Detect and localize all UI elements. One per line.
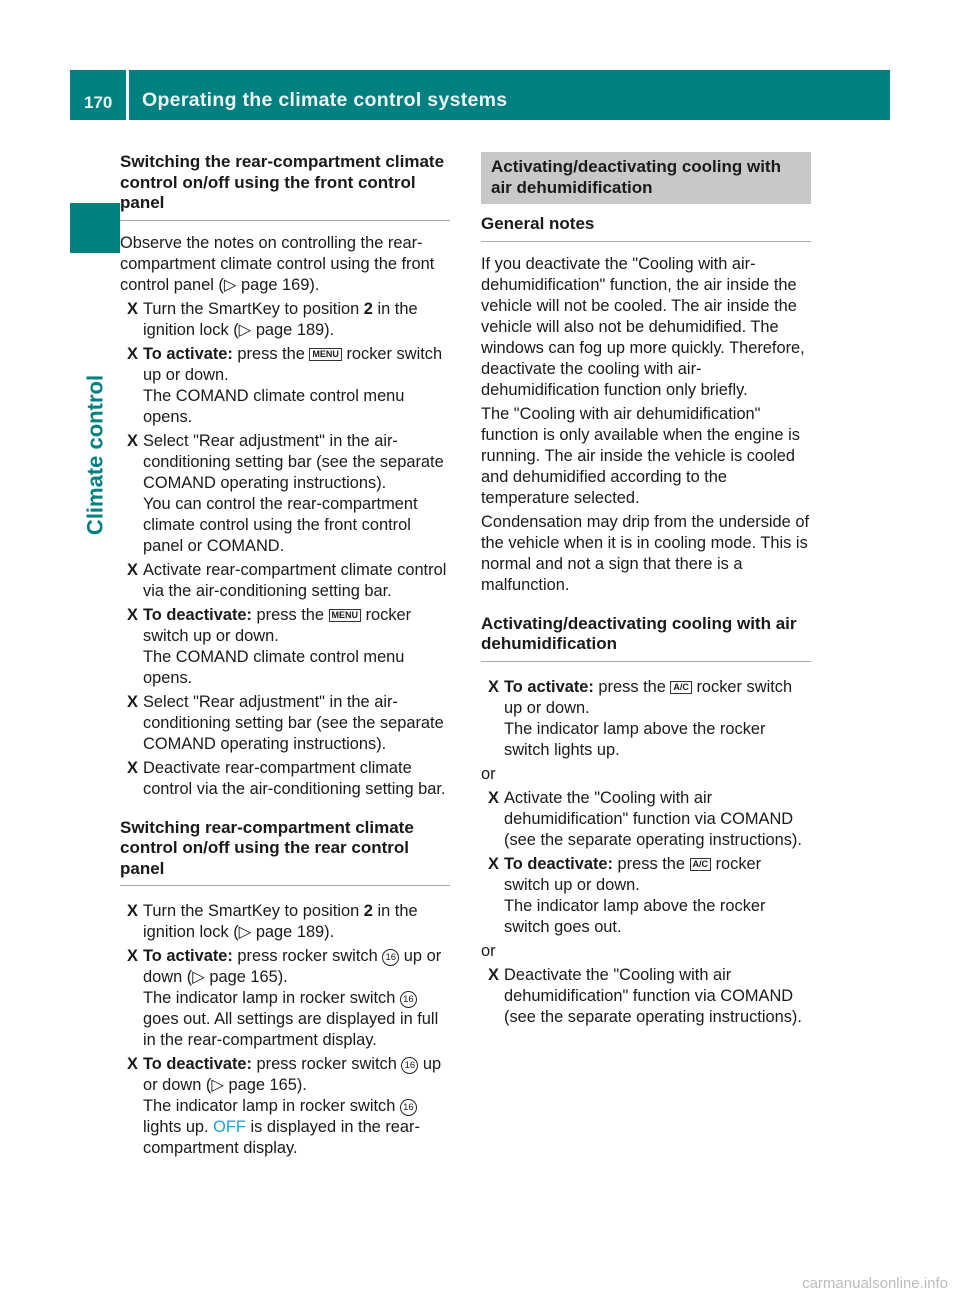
arrow-icon: X bbox=[127, 692, 138, 711]
section-heading: Activating/deactivating cooling with air dehumidification bbox=[481, 614, 811, 662]
arrow-icon: X bbox=[127, 605, 138, 624]
list-item: X Turn the SmartKey to position 2 in the ignition lock (▷ page 189). bbox=[127, 902, 418, 941]
or-text: or bbox=[481, 941, 496, 960]
watermark: carmanualsonline.info bbox=[802, 1275, 948, 1292]
section-heading: Switching rear-compartment climate control on/off using the rear control panel bbox=[120, 818, 450, 887]
arrow-icon: X bbox=[127, 902, 138, 920]
arrow-icon: X bbox=[127, 299, 138, 318]
intro-text: Observe the notes on controlling the rear-compartment climate control using the front control panel (▷ page 169). bbox=[120, 233, 435, 294]
result-note: The indicator lamp above the rocker switch lights up. bbox=[504, 719, 766, 759]
sidebar-label bbox=[70, 275, 120, 635]
arrow-icon: X bbox=[127, 560, 138, 579]
list-item: X Select "Rear adjustment" in the air-conditioning setting bar (see the separate COMAND operating instructions). You can control the rear-compartment climate control using the front control panel or COMAND. bbox=[127, 431, 444, 555]
list-item: X To activate: press the A/C rocker switch up or down. The indicator lamp above the rocker switch lights up. bbox=[488, 677, 793, 759]
result-note: The indicator lamp above the rocker switch goes out. bbox=[504, 896, 766, 936]
paragraph: The "Cooling with air dehumidification" function is only available when the engine is running. The air inside the vehicle is cooled and dehumidified according to the temperature selected. bbox=[481, 404, 800, 507]
arrow-icon: X bbox=[488, 965, 499, 984]
result-note: You can control the rear-compartment climate control using the front control panel or COMAND. bbox=[143, 494, 418, 555]
rocker-switch-16-icon: 16 bbox=[400, 1099, 417, 1116]
list-item: X Select "Rear adjustment" in the air-conditioning setting bar (see the separate COMAND operating instructions). bbox=[127, 692, 444, 753]
or-text: or bbox=[481, 764, 496, 783]
right-column bbox=[481, 152, 811, 1028]
list-item: X To activate: press rocker switch 16 up or down (▷ page 165). The indicator lamp in rocker switch 16 goes out. All settings are displayed in full in the rear-compartment display. bbox=[127, 947, 442, 1049]
menu-key-icon: MENU bbox=[329, 609, 362, 622]
list-item: X To deactivate: press the MENU rocker switch up or down. The COMAND climate control menu opens. bbox=[127, 605, 412, 687]
menu-key-icon: MENU bbox=[309, 348, 342, 361]
section-heading: Switching the rear-compartment climate control on/off using the front control panel bbox=[120, 152, 450, 221]
list-item: X To activate: press the MENU rocker switch up or down. The COMAND climate control menu opens. bbox=[127, 344, 443, 426]
arrow-icon: X bbox=[127, 431, 138, 450]
paragraph: If you deactivate the "Cooling with air-dehumidification" function, the air inside the vehicle will not be cooled. The air inside the vehicle will also not be dehumidified. The windows can fog up more quickly. Therefore, deactivate the cooling with air-dehumidification function only briefly. bbox=[481, 254, 805, 399]
header-separator bbox=[126, 70, 129, 120]
result-note: The COMAND climate control menu opens. bbox=[143, 386, 405, 426]
rocker-switch-16-icon: 16 bbox=[400, 991, 417, 1008]
section-title-box: Activating/deactivating cooling with air dehumidification bbox=[481, 152, 811, 204]
rocker-switch-16-icon: 16 bbox=[382, 949, 399, 966]
list-item: X Turn the SmartKey to position 2 in the ignition lock (▷ page 189). bbox=[127, 299, 418, 339]
page-number: 170 bbox=[84, 93, 113, 112]
list-item: X To deactivate: press rocker switch 16 up or down (▷ page 165). The indicator lamp in rocker switch 16 lights up. OFF is displayed in the rear-compartment display. bbox=[127, 1055, 442, 1157]
sidebar-marker bbox=[70, 203, 120, 253]
ac-key-icon: A/C bbox=[670, 681, 692, 694]
list-item: X Activate the "Cooling with air dehumidification" function via COMAND (see the separate operating instructions). bbox=[488, 788, 802, 849]
list-item: X Deactivate rear-compartment climate control via the air-conditioning setting bar. bbox=[127, 758, 446, 798]
arrow-icon: X bbox=[127, 758, 138, 777]
left-column bbox=[120, 152, 450, 1159]
arrow-icon: X bbox=[488, 677, 499, 696]
arrow-icon: X bbox=[488, 854, 499, 873]
list-item: X Activate rear-compartment climate control via the air-conditioning setting bar. bbox=[127, 560, 447, 600]
sidebar-label-text: Climate control bbox=[82, 374, 108, 536]
paragraph: Condensation may drip from the underside of the vehicle when it is in cooling mode. This is normal and not a sign that there is a malfunction. bbox=[481, 512, 809, 594]
page-title: Operating the climate control systems bbox=[142, 89, 508, 111]
rocker-switch-16-icon: 16 bbox=[401, 1057, 418, 1074]
arrow-icon: X bbox=[127, 947, 138, 965]
arrow-icon: X bbox=[127, 1055, 138, 1073]
ac-key-icon: A/C bbox=[690, 858, 712, 871]
arrow-icon: X bbox=[488, 788, 499, 807]
list-item: X Deactivate the "Cooling with air dehumidification" function via COMAND (see the separate operating instructions). bbox=[488, 965, 802, 1026]
result-note: The COMAND climate control menu opens. bbox=[143, 647, 405, 687]
off-display-text: OFF bbox=[213, 1118, 246, 1136]
arrow-icon: X bbox=[127, 344, 138, 363]
general-notes-heading: General notes bbox=[481, 214, 811, 242]
list-item: X To deactivate: press the A/C rocker switch up or down. The indicator lamp above the rocker switch goes out. bbox=[488, 854, 766, 936]
